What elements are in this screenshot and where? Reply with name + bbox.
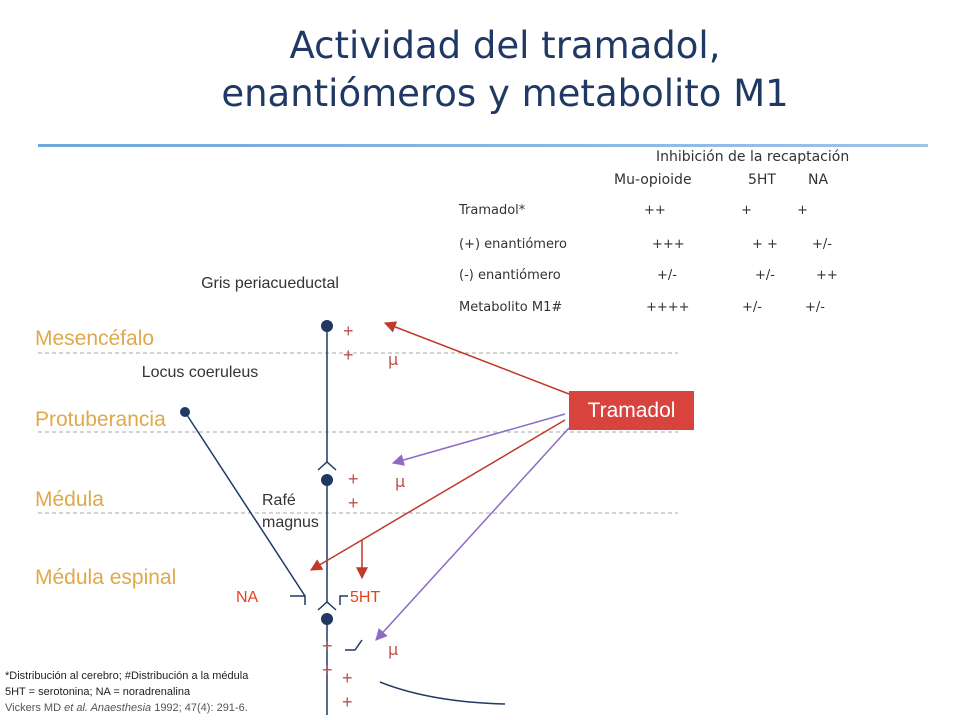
row-metabolite-5ht: +/- [742, 300, 762, 315]
row-minus-enantiomer-na: ++ [816, 268, 838, 283]
mu-receptor-marker: μ [388, 640, 399, 659]
label-5ht: 5HT [350, 589, 381, 606]
tramadol-box: Tramadol [569, 391, 694, 430]
arrow-tramadol-pag [385, 323, 569, 394]
row-minus-enantiomer-mu: +/- [657, 268, 677, 283]
plus-marker: + [342, 692, 353, 712]
plus-marker: + [348, 469, 359, 489]
table-header: Inhibición de la recaptación [656, 149, 850, 165]
title-line-2: enantiómeros y metabolito M1 [221, 72, 789, 115]
terminal-na [290, 596, 305, 605]
row-minus-enantiomer-5ht: +/- [755, 268, 775, 283]
label-gris-periacueductal: Gris periacueductal [201, 275, 339, 292]
row-minus-enantiomer-name: (-) enantiómero [459, 268, 561, 283]
synapse-fork-raphe [318, 462, 336, 470]
row-tramadol-mu: ++ [644, 203, 666, 218]
region-protuberancia: Protuberancia [35, 408, 166, 431]
row-metabolite-na: +/- [805, 300, 825, 315]
row-tramadol-5ht: + [741, 203, 752, 218]
region-medula: Médula [35, 488, 104, 511]
mu-receptor-marker: μ [388, 350, 399, 369]
plus-marker: + [322, 636, 333, 656]
citation-journal: et al. Anaesthesia [64, 702, 152, 714]
arrow-tramadol-raphe [393, 414, 565, 463]
row-tramadol-na: + [797, 203, 808, 218]
region-mesencefalo: Mesencéfalo [35, 327, 155, 350]
col-5ht: 5HT [748, 172, 776, 188]
row-plus-enantiomer-5ht: + + [752, 237, 778, 252]
col-na: NA [808, 172, 829, 188]
label-rafe-magnus: Rafé magnus [262, 492, 319, 531]
row-plus-enantiomer-na: +/- [812, 237, 832, 252]
region-medula-espinal: Médula espinal [35, 566, 177, 589]
footnote-distribution: *Distribución al cerebro; #Distribución a la médula [5, 670, 249, 682]
plus-marker: + [342, 668, 353, 688]
row-metabolite-mu: ++++ [646, 300, 690, 315]
synapse-fork-spinal [318, 602, 336, 610]
terminal-5ht [340, 596, 348, 605]
row-tramadol-name: Tramadol* [459, 203, 526, 218]
col-mu-opioide: Mu-opioide [614, 172, 692, 188]
label-locus-coeruleus: Locus coeruleus [141, 364, 259, 381]
plus-marker: + [322, 660, 333, 680]
plus-marker: + [343, 345, 354, 365]
label-na: NA [236, 589, 259, 606]
citation-volume: 1992; 47(4): 291-6. [151, 702, 248, 714]
afferent-fiber [380, 682, 505, 704]
plus-marker: + [348, 493, 359, 513]
footnote-citation [5, 702, 248, 714]
row-metabolite-name: Metabolito M1# [459, 300, 563, 315]
row-plus-enantiomer-name: (+) enantiómero [459, 237, 567, 252]
title-line-1: Actividad del tramadol, [289, 24, 721, 67]
footnote-abbreviations: 5HT = serotonina; NA = noradrenalina [5, 686, 191, 698]
citation-author: Vickers MD [5, 702, 65, 714]
plus-marker: + [343, 321, 354, 341]
afferent-terminal [345, 640, 362, 650]
row-plus-enantiomer-mu: +++ [652, 237, 685, 252]
mu-receptor-marker: μ [395, 472, 406, 491]
